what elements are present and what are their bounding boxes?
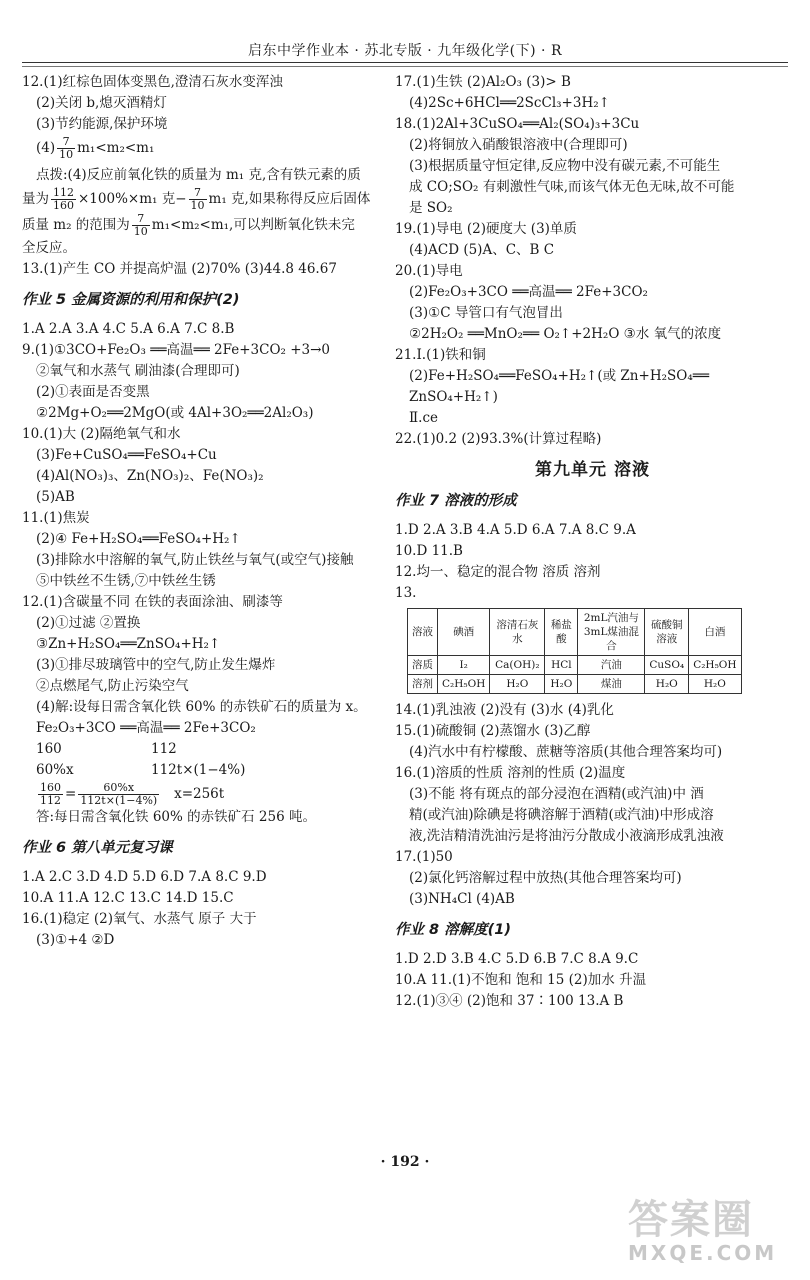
answer-line: (4)解:设每日需含氧化铁 60% 的赤铁矿石的质量为 x。 [36,699,367,715]
table-cell: 溶剂 [408,675,438,694]
answer-line: 21.Ⅰ.(1)铁和铜 [395,347,486,363]
fraction [78,782,159,807]
fraction [51,187,76,212]
table-cell: C₂H₅OH [689,656,741,675]
fraction [189,187,207,212]
answer-line: (3)Fe+CuSO₄══FeSO₄+Cu [36,447,217,463]
answer-line: (3)节约能源,保护环境 [36,116,168,132]
answer-line: 10.(1)大 (2)隔绝氧气和水 [22,426,181,442]
answer-line: ②氧气和水蒸气 刷油漆(合理即可) [36,363,240,379]
answer-line: 18.(1)2Al+3CuSO₄══Al₂(SO₄)₃+3Cu [395,116,640,132]
table-cell: I₂ [438,656,490,675]
numerator: 112 [53,186,74,199]
denominator: 112 [40,794,61,807]
quantity-value: 60%x [36,762,74,778]
answer-line: 13.(1)产生 CO 并提高炉温 (2)70% (3)44.8 46.67 [22,261,337,277]
answer-line: (3)①排尽玻璃管中的空气,防止发生爆炸 [36,657,276,673]
left-column [22,72,390,951]
text-part: 量为 [22,191,49,207]
answer-line: 11.(1)焦炭 [22,510,90,526]
text-part: ×100%×m₁ 克− [78,191,187,207]
text-part: 质量 m₂ 的范围为 [22,217,130,233]
table-cell: HCl [545,656,578,675]
proportion-line: $\frac{160}{112}$ = $\frac{60\%x}{112t\times(1-4\%)}$ x=256t [40,781,225,807]
page-header: 启东中学作业本 · 苏北专版 · 九年级化学(下) · R [247,43,562,59]
answer-line: 12.(1)红棕色固体变黑色,澄清石灰水变浑浊 [22,74,283,90]
table-cell: 碘酒 [438,609,490,656]
table-row [408,609,742,656]
header-rule [22,62,788,63]
table-cell: H₂O [490,675,545,694]
answer-line: 20.(1)导电 [395,263,463,279]
answer-line: 22.(1)0.2 (2)93.3%(计算过程略) [395,431,602,447]
answer-line: Ⅱ.ce [409,410,439,426]
mass-value: 160 [36,741,62,757]
answer-line: (2)①表面是否变黑 [36,384,150,400]
answer-line: 1.D 2.A 3.B 4.A 5.D 6.A 7.A 8.C 9.A [395,522,636,538]
answer-line: (2)Fe+H₂SO₄══FeSO₄+H₂↑(或 Zn+H₂SO₄══ [409,368,709,384]
answer-line: 15.(1)硫酸铜 (2)蒸馏水 (3)乙醇 [395,723,591,739]
text-part: (4) [36,140,56,156]
table-cell: 溶质 [408,656,438,675]
table-cell: H₂O [545,675,578,694]
denominator: 10 [133,225,148,238]
answer-line: 10.D 11.B [395,543,463,559]
table-cell: Ca(OH)₂ [490,656,545,675]
table-cell: 煤油 [578,675,645,694]
text-part: m₁ 克,如果称得反应后固体 [208,191,371,207]
answer-line: 液,洗洁精清洗油污是将油污分散成小液滴形成乳浊液 [409,828,724,844]
answer-line: 12.均一、稳定的混合物 溶质 溶剂 [395,564,601,580]
table-cell: 汽油 [578,656,645,675]
section-heading: 作业 5 金属资源的利用和保护(2) [22,292,240,308]
numerator: 60%x [78,782,159,795]
answer-line: 13. [395,585,417,601]
equation-masses [22,739,390,760]
answer-line: (3)不能 将有斑点的部分浸泡在酒精(或汽油)中 酒 [409,786,704,802]
answer-line: 是 SO₂ [409,200,453,216]
watermark-logo [628,1198,798,1278]
table-cell: 白酒 [689,609,741,656]
answer-line: (2)将铜放入硝酸银溶液中(合理即可) [409,137,628,153]
table-cell: 稀盐酸 [545,609,578,656]
answer-line: 14.(1)乳浊液 (2)没有 (3)水 (4)乳化 [395,702,614,718]
denominator: 160 [53,199,74,212]
answer-line: (2)④ Fe+H₂SO₄══FeSO₄+H₂↑ [36,531,241,547]
text-part: m₁<m₂<m₁,可以判断氧化铁未完 [151,217,355,233]
answer-line: (2)关闭 b,熄灭酒精灯 [36,95,167,111]
result-text: x=256t [174,786,225,802]
tip-line-fraction [22,186,390,212]
answer-line: ⑤中铁丝不生锈,⑦中铁丝生锈 [36,573,216,589]
answer-line: 答:每日需含氧化铁 60% 的赤铁矿石 256 吨。 [36,809,316,825]
answer-line: 10.A 11.(1)不饱和 饱和 15 (2)加水 升温 [395,972,647,988]
right-column [395,72,790,1012]
answer-line: (2)Fe₂O₃+3CO ══高温══ 2Fe+3CO₂ [409,284,648,300]
numerator: 7 [132,213,150,226]
section-heading: 作业 6 第八单元复习课 [22,840,173,856]
table-cell: H₂O [645,675,689,694]
answer-line: (3)①+4 ②D [36,932,115,948]
answer-line: 17.(1)生铁 (2)Al₂O₃ (3)> B [395,74,571,90]
answer-line: (2)氯化钙溶解过程中放热(其他合理答案均可) [409,870,682,886]
tip-line: 点拨:(4)反应前氧化铁的质量为 m₁ 克,含有铁元素的质 [36,167,361,183]
unit-title: 第九单元 溶液 [535,460,650,480]
table-row [408,656,742,675]
answer-line: (3)NH₄Cl (4)AB [409,891,515,907]
answer-line: ZnSO₄+H₂↑) [409,389,498,405]
tip-line: 全反应。 [22,240,76,256]
equation-quantities [22,760,390,781]
table-row [408,675,742,694]
answer-line: 16.(1)溶质的性质 溶剂的性质 (2)温度 [395,765,626,781]
solution-table [407,608,742,694]
denominator: 10 [59,148,74,161]
answer-line: (4)ACD (5)A、C、B C [409,242,555,258]
fraction [132,213,150,238]
table-cell: 溶清石灰水 [490,609,545,656]
table-cell: 溶液 [408,609,438,656]
answer-line: ②2Mg+O₂══2MgO(或 4Al+3O₂══2Al₂O₃) [36,405,314,421]
mass-value: 112 [151,741,177,757]
fraction [57,136,75,161]
section-heading: 作业 8 溶解度(1) [395,922,512,938]
answer-line: (5)AB [36,489,75,505]
table-cell: CuSO₄ [645,656,689,675]
text-part: m₁<m₂<m₁ [77,140,155,156]
equation-line: Fe₂O₃+3CO ══高温══ 2Fe+3CO₂ [36,720,256,736]
numerator: 7 [57,136,75,149]
answer-line: (2)①过滤 ②置换 [36,615,141,631]
answer-line: 12.(1)③④ (2)饱和 37∶100 13.A B [395,993,624,1009]
answer-line: 成 CO;SO₂ 有刺激性气味,而该气体无色无味,故不可能 [409,179,735,195]
answer-line: ②点燃尾气,防止污染空气 [36,678,189,694]
denominator: 10 [190,199,205,212]
answer-line: 17.(1)50 [395,849,453,865]
answer-line: 16.(1)稳定 (2)氧气、水蒸气 原子 大于 [22,911,257,927]
answer-line-fraction [22,135,390,161]
numerator: 7 [189,187,207,200]
answer-line: (4)Al(NO₃)₃、Zn(NO₃)₂、Fe(NO₃)₂ [36,468,264,484]
answer-line: (3)①C 导管口有气泡冒出 [409,305,563,321]
answer-line: 19.(1)导电 (2)硬度大 (3)单质 [395,221,577,237]
section-heading: 作业 7 溶液的形成 [395,493,517,509]
answer-line: 1.A 2.C 3.D 4.D 5.D 6.D 7.A 8.C 9.D [22,869,267,885]
tip-line-fraction [22,212,390,238]
watermark-text: 答案圈 [628,1197,754,1243]
answer-line: 9.(1)①3CO+Fe₂O₃ ══高温══ 2Fe+3CO₂ +3→0 [22,342,331,358]
header-rule-thin [22,66,788,67]
answer-line: 10.A 11.A 12.C 13.C 14.D 15.C [22,890,234,906]
watermark-url: MXQE.COM [628,1241,778,1265]
answer-line: 12.(1)含碳量不同 在铁的表面涂油、刷漆等 [22,594,283,610]
quantity-value: 112t×(1−4%) [151,762,246,778]
numerator: 160 [40,781,61,794]
answer-line: (3)排除水中溶解的氧气,防止铁丝与氧气(或空气)接触 [36,552,354,568]
table-cell: 硫酸铜溶液 [645,609,689,656]
answer-line: ③Zn+H₂SO₄══ZnSO₄+H₂↑ [36,636,221,652]
answer-line: 精(或汽油)除碘是将碘溶解于酒精(或汽油)中形成溶 [409,807,714,823]
table-cell: H₂O [689,675,741,694]
answer-line: 1.D 2.D 3.B 4.C 5.D 6.B 7.C 8.A 9.C [395,951,639,967]
table-cell: 2mL汽油与3mL煤油混合 [578,609,645,656]
fraction [38,782,63,807]
page-number: · 192 · [380,1154,430,1170]
answer-line: ②2H₂O₂ ══MnO₂══ O₂↑+2H₂O ③水 氧气的浓度 [409,326,722,342]
answer-line: (4)汽水中有柠檬酸、蔗糖等溶质(其他合理答案均可) [409,744,723,760]
answer-line: (4)2Sc+6HCl══2ScCl₃+3H₂↑ [409,95,610,111]
table-cell: C₂H₅OH [438,675,490,694]
denominator: 112t×(1−4%) [80,794,158,807]
answer-line: 1.A 2.A 3.A 4.C 5.A 6.A 7.C 8.B [22,321,235,337]
answer-line: (3)根据质量守恒定律,反应物中没有碳元素,不可能生 [409,158,721,174]
